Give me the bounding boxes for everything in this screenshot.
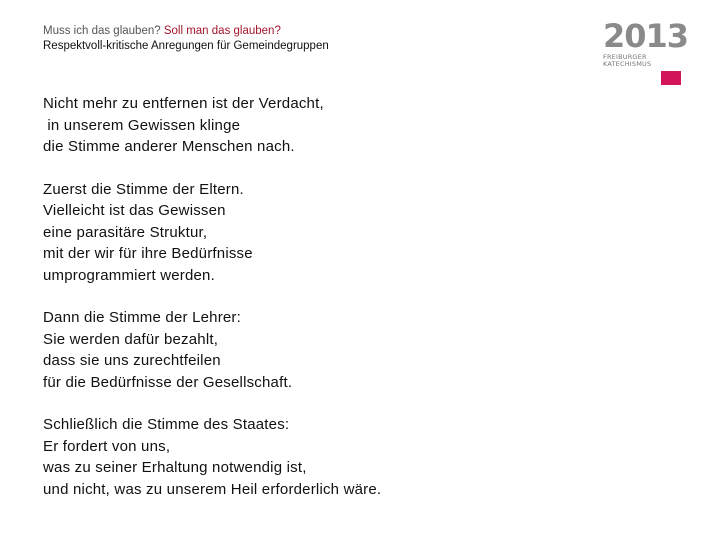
logo-accent-bar <box>661 71 681 85</box>
stanza-line: was zu seiner Erhaltung notwendig ist, <box>43 459 307 476</box>
stanza-2 <box>43 179 381 287</box>
header-subtitle: Respektvoll-kritische Anregungen für Gemeindegruppen <box>43 40 329 52</box>
stanza-1 <box>43 93 381 158</box>
stanza-line: in unserem Gewissen klinge <box>43 116 241 134</box>
header-title <box>43 24 329 39</box>
stanza-line: Vielleicht ist das Gewissen <box>43 202 226 219</box>
stanza-4 <box>43 414 381 500</box>
stanza-line: Er fordert von uns, <box>43 437 171 455</box>
logo-subtitle <box>603 54 651 68</box>
stanza-line: dass sie uns zurechtfeilen <box>43 352 221 369</box>
stanza-line: Nicht mehr zu entfernen ist der Verdacht, <box>43 95 324 112</box>
stanza-line: Schließlich die Stimme des Staates: <box>43 416 290 433</box>
logo-sub-line-1: FREIBURGER <box>603 53 647 61</box>
stanza-line: Zuerst die Stimme der Eltern. <box>43 180 244 198</box>
stanza-line: die Stimme anderer Menschen nach. <box>43 138 295 155</box>
logo-sub-line-2: KATECHISMUS <box>603 60 652 68</box>
stanza-line: umprogrammiert werden. <box>43 266 215 284</box>
stanza-line: Dann die Stimme der Lehrer: <box>43 309 241 326</box>
stanza-line: Sie werden dafür bezahlt, <box>43 330 219 348</box>
stanza-line: und nicht, was zu unserem Heil erforderlich wäre. <box>43 480 382 498</box>
stanza-line: mit der wir für ihre Bedürfnisse <box>43 245 253 262</box>
stanza-3 <box>43 307 381 393</box>
stanza-line: eine parasitäre Struktur, <box>43 223 208 241</box>
logo-year: 2013 <box>603 17 689 55</box>
logo-2013 <box>603 17 689 68</box>
header-title-question-2: Soll man das glauben? <box>160 25 281 37</box>
slide-header <box>43 24 329 54</box>
stanza-line: für die Bedürfnisse der Gesellschaft. <box>43 373 293 391</box>
poem-text <box>43 93 381 521</box>
header-title-question-1: Muss ich das glauben? <box>43 25 161 37</box>
